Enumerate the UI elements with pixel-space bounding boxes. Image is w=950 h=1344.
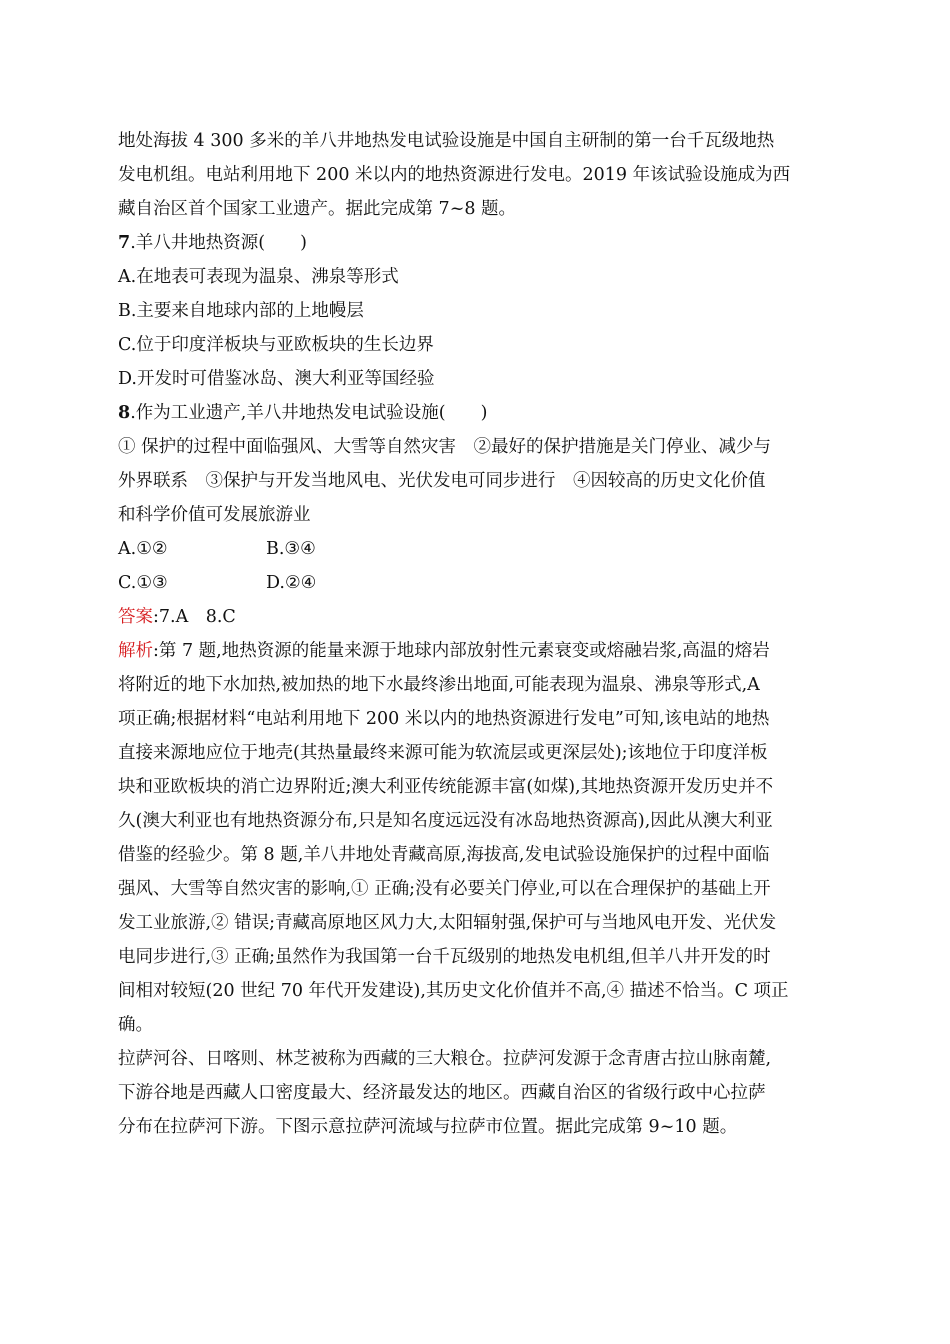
question-8-option-c: C.①③ [118, 573, 168, 593]
question-8-statement: 外界联系 ③保护与开发当地风电、光伏发电可同步进行 ④因较高的历史文化价值 [118, 471, 766, 491]
analysis-line: 电同步进行,③ 正确;虽然作为我国第一台千瓦级别的地热发电机组,但羊八井开发的时 [118, 947, 771, 967]
analysis-block [118, 634, 830, 1042]
intro-1-line: 发电机组。电站利用地下 200 米以内的地热资源进行发电。2019 年该试验设施成为西 [118, 165, 791, 185]
analysis-line: 久(澳大利亚也有地热资源分布,只是知名度远远没有冰岛地热资源高),因此从澳大利亚 [118, 811, 773, 831]
question-7-option-a: A.在地表可表现为温泉、沸泉等形式 [118, 267, 399, 287]
question-7-number: 7 [118, 233, 131, 253]
analysis-line: 借鉴的经验少。第 8 题,羊八井地处青藏高原,海拔高,发电试验设施保护的过程中面临 [118, 845, 770, 865]
analysis-line: 强风、大雪等自然灾害的影响,① 正确;没有必要关门停业,可以在合理保护的基础上开 [118, 879, 771, 899]
analysis-line: 间相对较短(20 世纪 70 年代开发建设),其历史文化价值并不高,④ 描述不恰当。C 项正 [118, 981, 789, 1001]
question-8-option-a: A.①② [118, 539, 168, 559]
question-7 [118, 226, 830, 396]
analysis-line: 确。 [118, 1015, 153, 1035]
analysis-first-line [118, 634, 830, 668]
question-7-stem-text: .羊八井地热资源( ) [130, 233, 307, 253]
answer-text: :7.A 8.C [153, 607, 236, 627]
analysis-line: 块和亚欧板块的消亡边界附近;澳大利亚传统能源丰富(如煤),其地热资源开发历史并不 [118, 777, 774, 797]
intro-passage-1 [118, 124, 830, 226]
intro-1-line: 藏自治区首个国家工业遗产。据此完成第 7~8 题。 [118, 199, 517, 219]
question-8-stem-text: .作为工业遗产,羊八井地热发电试验设施( ) [130, 403, 488, 423]
question-8-option-b: B.③④ [266, 539, 316, 559]
question-7-option-b: B.主要来自地球内部的上地幔层 [118, 301, 364, 321]
intro-2-line: 分布在拉萨河下游。下图示意拉萨河流域与拉萨市位置。据此完成第 9~10 题。 [118, 1117, 738, 1137]
question-8-option-d: D.②④ [266, 573, 317, 593]
analysis-label: 解析 [118, 641, 153, 661]
analysis-first-text: :第 7 题,地热资源的能量来源于地球内部放射性元素衰变或熔融岩浆,高温的熔岩 [153, 641, 770, 661]
question-8-options-row-2 [118, 566, 830, 600]
question-8-options-row-1 [118, 532, 830, 566]
question-8-number: 8 [118, 403, 131, 423]
intro-2-line: 拉萨河谷、日喀则、林芝被称为西藏的三大粮仓。拉萨河发源于念青唐古拉山脉南麓, [118, 1049, 772, 1069]
analysis-line: 直接来源地应位于地壳(其热量最终来源可能为软流层或更深层处);该地位于印度洋板 [118, 743, 768, 763]
intro-1-line: 地处海拔 4 300 多米的羊八井地热发电试验设施是中国自主研制的第一台千瓦级地热 [118, 131, 775, 151]
question-7-option-c: C.位于印度洋板块与亚欧板块的生长边界 [118, 335, 434, 355]
analysis-line: 将附近的地下水加热,被加热的地下水最终渗出地面,可能表现为温泉、沸泉等形式,A [118, 675, 760, 695]
intro-2-line: 下游谷地是西藏人口密度最大、经济最发达的地区。西藏自治区的省级行政中心拉萨 [118, 1083, 766, 1103]
question-7-option-d: D.开发时可借鉴冰岛、澳大利亚等国经验 [118, 369, 435, 389]
question-8 [118, 396, 830, 600]
question-7-stem [118, 226, 830, 260]
answer-line [118, 600, 830, 634]
question-8-statement: 和科学价值可发展旅游业 [118, 505, 311, 525]
question-8-stem [118, 396, 830, 430]
analysis-line: 发工业旅游,② 错误;青藏高原地区风力大,太阳辐射强,保护可与当地风电开发、光伏发 [118, 913, 777, 933]
intro-passage-2 [118, 1042, 830, 1144]
analysis-line: 项正确;根据材料“电站利用地下 200 米以内的地热资源进行发电”可知,该电站的地热 [118, 709, 770, 729]
document-page [118, 124, 830, 1144]
answer-label: 答案 [118, 607, 153, 627]
question-8-statement: ① 保护的过程中面临强风、大雪等自然灾害 ②最好的保护措施是关门停业、减少与 [118, 437, 772, 457]
